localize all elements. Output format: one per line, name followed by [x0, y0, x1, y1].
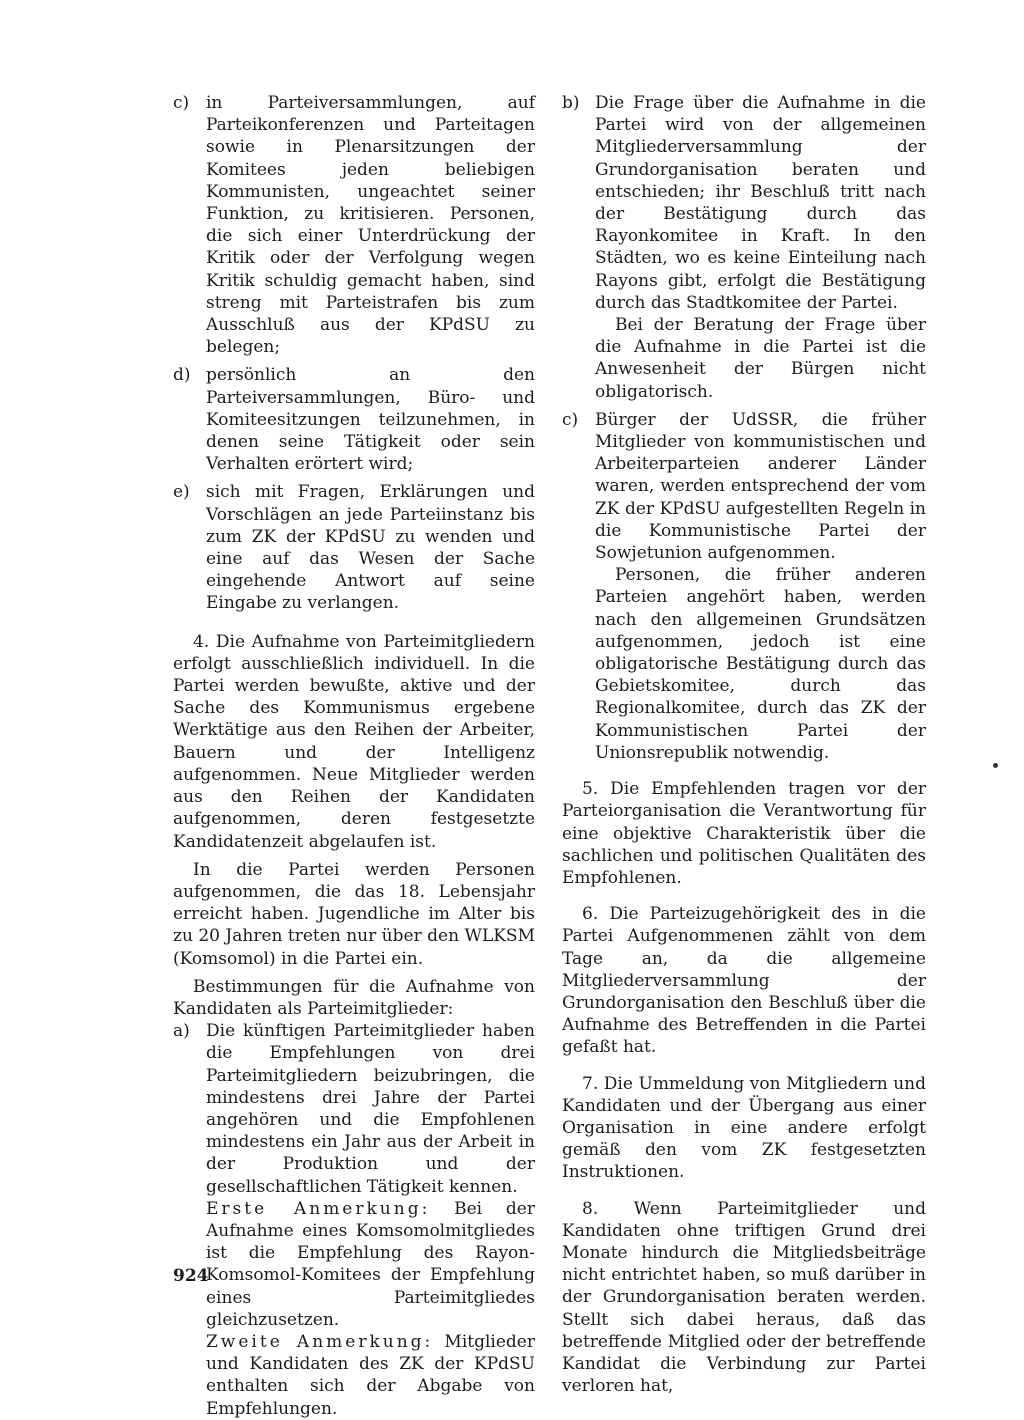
paragraph-7: 7. Die Ummeldung von Mitgliedern und Kandidaten und der Übergang aus einer Organisation in eine andere erfolgt gemäß den vom ZK festgesetzten Instruktionen. [562, 1073, 926, 1183]
note-second-title: Zweite Anmerkung: [206, 1331, 434, 1352]
paragraph-4: 4. Die Aufnahme von Parteimitgliedern erfolgt ausschließlich individuell. In die Partei werden bewußte, aktive und der Sache des Kommunismus ergebene Werktätige aus den Reihen der Arbeiter, Bauern und der Intelligenz aufgenommen. Neue Mitglieder werden aus den Reihen der Kandidaten aufgenommen, deren festgesetzte Kandidatenzeit abgelaufen ist. [173, 631, 535, 852]
item-c-continuation: Personen, die früher anderen Parteien angehört haben, werden nach den allgemeinen Grundsätzen aufgenommen, jedoch ist eine obligatorische Bestätigung durch das Gebietskomitee, durch das Regionalkomitee, durch das ZK der Kommunistischen Partei der Unionsrepublik notwendig. [595, 565, 926, 763]
list-item-b [562, 92, 926, 403]
item-label: c) [173, 93, 190, 113]
note-second-text: Mitglieder und Kandidaten des ZK der KPdSU enthalten sich der Abgabe von Empfehlungen. [206, 1331, 535, 1419]
page-number: 924 [173, 1266, 209, 1286]
paragraph-4-rules: Bestimmungen für die Aufnahme von Kandidaten als Parteimitglieder: [173, 976, 535, 1019]
item-label: c) [562, 409, 579, 430]
item-text: sich mit Fragen, Erklärungen und Vorschlägen an jede Parteiinstanz bis zum ZK der KPdSU zu wenden und eine auf das Wesen der Sache eingehende Antwort auf seine Eingabe zu verlangen. [206, 482, 535, 614]
item-text: Bürger der UdSSR, die früher Mitglieder von kommunistischen und Arbeiterparteien anderer Länder waren, werden entsprechend der vom ZK der KPdSU aufgestellten Regeln in die Kommunistische Partei der Sowjetunion aufgenommen. [595, 409, 926, 564]
scan-speck [993, 763, 998, 768]
left-column [173, 92, 535, 1420]
note-first-text: Bei der Aufnahme eines Komsomolmitgliedes ist die Empfehlung des Rayon-Komsomol-Komitees der Empfehlung eines Parteimitgliedes gleichzusetzen. [206, 1198, 535, 1330]
right-column [562, 92, 926, 1397]
paragraph-8: 8. Wenn Parteimitglieder und Kandidaten ohne triftigen Grund drei Monate hindurch die Mitgliedsbeiträge nicht entrichtet haben, so muß darüber in der Grundorganisation beraten werden. Stellt sich dabei heraus, daß das betreffende Mitglied oder der betreffende Kandidat die Verbindung zur Partei verloren hat, [562, 1198, 926, 1397]
list-item-d [173, 364, 535, 475]
item-text: Die Frage über die Aufnahme in die Partei wird von der allgemeinen Mitgliederversammlung der Grundorganisation beraten und entschieden; ihr Beschluß tritt nach der Bestätigung durch das Rayonkomitee in Kraft. In den Städten, wo es keine Einteilung nach Rayons gibt, erfolgt die Bestätigung durch das Stadtkomitee der Partei. [595, 93, 926, 313]
paragraph-5: 5. Die Empfehlenden tragen vor der Parteiorganisation die Verantwortung für eine objektive Charakteristik über die sachlichen und politischen Qualitäten des Empfohlenen. [562, 779, 926, 888]
list-item-e [173, 481, 535, 614]
list-item-a [173, 1020, 535, 1420]
item-label: d) [173, 365, 191, 386]
list-item-c-right [562, 409, 926, 764]
paragraph-6: 6. Die Parteizugehörigkeit des in die Partei Aufgenommenen zählt von dem Tage an, da die allgemeine Mitgliederversammlung der Grundorganisation den Beschluß über die Aufnahme des Betreffenden in die Partei gefaßt hat. [562, 904, 926, 1058]
item-label: a) [173, 1021, 190, 1042]
note-second [206, 1331, 535, 1420]
paragraph-4-age: In die Partei werden Personen aufgenommen, die das 18. Lebensjahr erreicht haben. Jugendliche im Alter bis zu 20 Jahren treten nur über den WLKSM (Komsomol) in die Partei ein. [173, 859, 535, 969]
note-first [206, 1198, 535, 1331]
item-label: e) [173, 482, 190, 503]
item-text: in Parteiversammlungen, auf Parteikonferenzen und Parteitagen sowie in Plenarsitzungen der Komitees jeden beliebigen Kommunisten, ungeachtet seiner Funktion, zu kritisieren. Personen, die sich einer Unterdrückung der Kritik oder der Verfolgung wegen Kritik schuldig gemacht haben, sind streng mit Parteistrafen bis zum Ausschluß aus der KPdSU zu belegen; [206, 93, 535, 358]
note-first-title: Erste Anmerkung: [206, 1198, 431, 1219]
item-b-continuation: Bei der Beratung der Frage über die Aufnahme in die Partei ist die Anwesenheit der Bürgen nicht obligatorisch. [595, 315, 926, 402]
list-item-c [173, 92, 535, 358]
item-label: b) [562, 93, 580, 113]
item-text: Die künftigen Parteimitglieder haben die Empfehlungen von drei Parteimitgliedern beizubringen, die mindestens drei Jahre der Partei angehören und die Empfohlenen mindestens ein Jahr aus der Arbeit in der Produktion und der gesellschaftlichen Tätigkeit kennen. [206, 1021, 535, 1197]
item-text: persönlich an den Parteiversammlungen, Büro- und Komiteesitzungen teilzunehmen, in denen seine Tätigkeit oder sein Verhalten erörtert wird; [206, 365, 535, 475]
